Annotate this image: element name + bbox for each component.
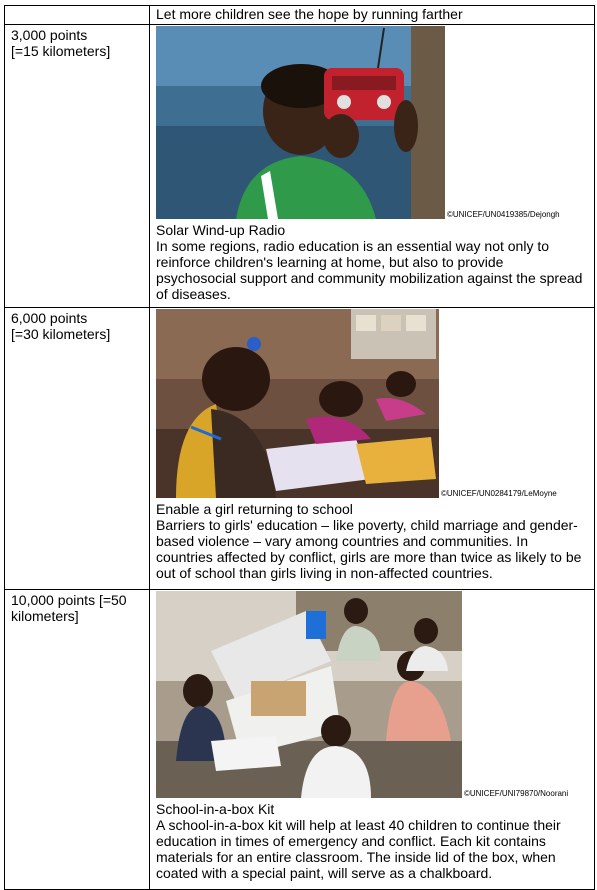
photo-girl-with-radio <box>156 26 445 219</box>
distance-label: [=30 kilometers] <box>11 326 111 342</box>
reward-description: A school-in-a-box kit will help at least 40 children to continue their education in times of emergency and conflict. Each kit contains materials for an entire classroom. The inside lid of the box, when coated with a special paint, will serve as a chalkboard. <box>156 817 561 881</box>
points-label: 10,000 points [=50 <box>11 592 127 608</box>
reward-row <box>5 590 595 890</box>
points-cell <box>5 590 150 890</box>
points-label: 3,000 points <box>11 27 88 43</box>
reward-cell <box>150 25 595 308</box>
reward-cell <box>150 590 595 890</box>
header-empty-cell <box>5 6 150 25</box>
reward-title: Enable a girl returning to school <box>156 501 353 517</box>
reward-cell <box>150 308 595 590</box>
reward-row <box>5 25 595 308</box>
header-row <box>5 6 595 25</box>
reward-description: Barriers to girls' education – like poverty, child marriage and gender-based violence – vary among countries and communities. In countries affected by conflict, girls are more than twice as likely to be out of school than girls living in non-affected countries. <box>156 517 582 581</box>
reward-table <box>4 5 595 890</box>
photo-credit: ©UNICEF/UN0284179/LeMoyne <box>441 489 557 498</box>
reward-row <box>5 308 595 590</box>
points-cell <box>5 308 150 590</box>
reward-title: School-in-a-box Kit <box>156 801 275 817</box>
photo-girls-studying <box>156 309 439 498</box>
reward-title: Solar Wind-up Radio <box>156 222 286 238</box>
reward-description: In some regions, radio education is an essential way not only to reinforce children's learning at home, but also to provide psychosocial support and community mobilization against the spread of diseases. <box>156 238 583 302</box>
photo-credit: ©UNICEF/UNI79870/Noorani <box>464 789 569 798</box>
photo-credit: ©UNICEF/UN0419385/Dejongh <box>447 210 560 219</box>
points-cell <box>5 25 150 308</box>
photo-block <box>156 591 594 798</box>
distance-label: [=15 kilometers] <box>11 43 111 59</box>
points-label: 6,000 points <box>11 310 88 326</box>
photo-block <box>156 309 594 498</box>
photo-school-in-a-box <box>156 591 462 798</box>
distance-label: kilometers] <box>11 608 79 624</box>
header-text: Let more children see the hope by running farther <box>150 6 595 25</box>
photo-block <box>156 26 594 219</box>
